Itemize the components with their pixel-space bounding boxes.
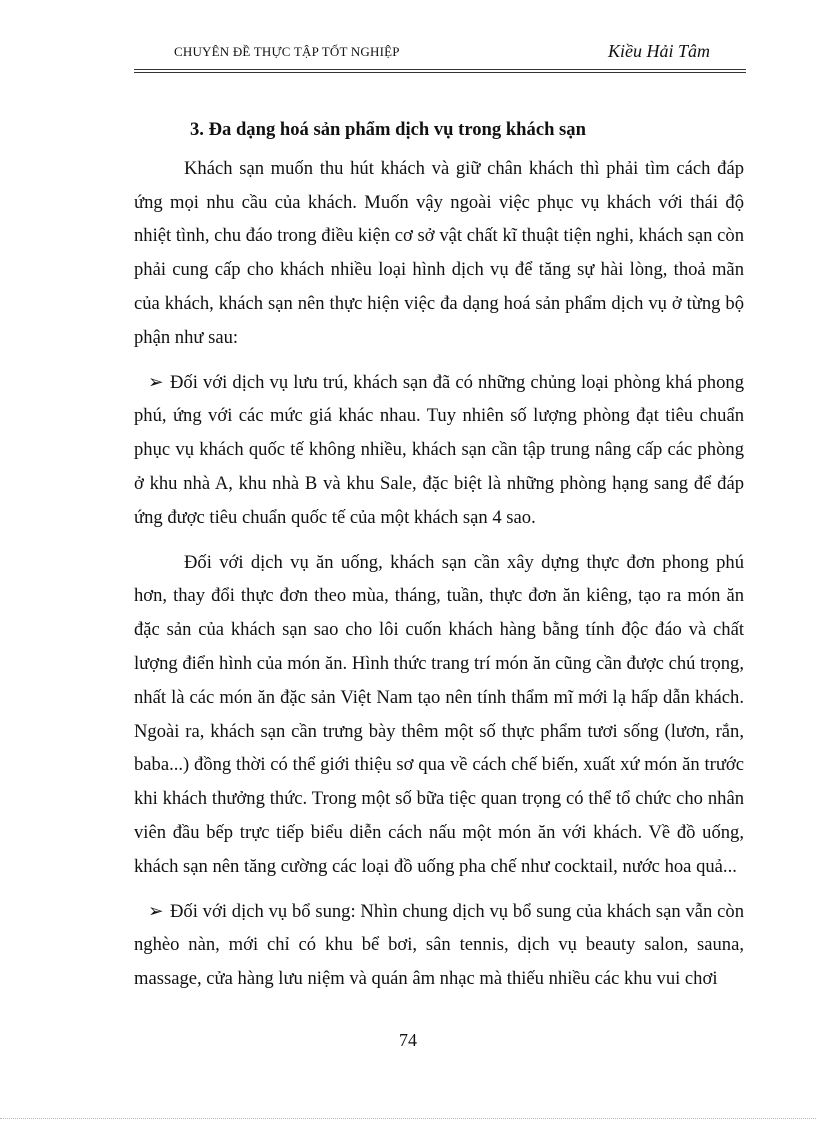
bullet-text: Đối với dịch vụ lưu trú, khách sạn đã có những chủng loại phòng khá phong phú, ứng với các mức giá khác nhau. Tuy nhiên số lượng phòng đạt tiêu chuẩn phục vụ khách quốc tế không nhiều, khách sạn cần tập trung nâng cấp các phòng ở khu nhà A, khu nhà B và khu Sale, đặc biệt là những phòng hạng sang để đáp ứng được tiêu chuẩn quốc tế của một khách sạn 4 sao. xyxy=(134,371,744,528)
page-bottom-border xyxy=(0,1118,816,1119)
page-number: 74 xyxy=(399,1030,417,1050)
spacer xyxy=(134,355,744,366)
header-rule-bottom xyxy=(134,72,746,73)
section-heading: 3. Đa dạng hoá sản phẩm dịch vụ trong khách sạn xyxy=(190,119,586,140)
paragraph-food-beverage: Đối với dịch vụ ăn uống, khách sạn cần xây dựng thực đơn phong phú hơn, thay đổi thực đơn theo mùa, tháng, tuần, thực đơn ăn kiêng, tạo ra món ăn đặc sản của khách sạn sao cho lôi cuốn khách hàng bằng tính độc đáo và chất lượng điển hình của món ăn. Hình thức trang trí món ăn cũng cần được chú trọng, nhất là các món ăn đặc sản Việt Nam tạo nên tính thẩm mĩ mới lạ hấp dẫn khách. Ngoài ra, khách sạn cần trưng bày thêm một số thực phẩm tươi sống (lươn, rắn, baba...) đồng thời có thể giới thiệu sơ qua về cách chế biến, xuất xứ món ăn trước khi khách thưởng thức. Trong một số bữa tiệc quan trọng có thể tổ chức cho nhân viên đầu bếp trực tiếp biểu diễn cách nấu một món ăn với khách. Về đồ uống, khách sạn nên tăng cường các loại đồ uống pha chế như cocktail, nước hoa quả... xyxy=(134,551,744,877)
header-rule-top xyxy=(134,69,746,70)
bullet-paragraph-accommodation xyxy=(134,366,744,535)
bullet-paragraph-additional-services xyxy=(134,895,744,996)
paragraph-intro: Khách sạn muốn thu hút khách và giữ chân khách thì phải tìm cách đáp ứng mọi nhu cầu của khách. Muốn vậy ngoài việc phục vụ khách với thái độ nhiệt tình, chu đáo trong điều kiện cơ sở vật chất kĩ thuật tiện nghi, khách sạn còn phải cung cấp cho khách nhiều loại hình dịch vụ để tăng sự hài lòng, thoả mãn của khách, khách sạn nên thực hiện việc đa dạng hoá sản phẩm dịch vụ ở từng bộ phận như sau: xyxy=(134,157,744,348)
page-body xyxy=(134,113,744,996)
header-author: Kiều Hải Tâm xyxy=(607,41,710,61)
bullet-text: Đối với dịch vụ bổ sung: Nhìn chung dịch vụ bổ sung của khách sạn vẫn còn nghèo nàn, mới chỉ có khu bể bơi, sân tennis, dịch vụ beauty salon, sauna, massage, cửa hàng lưu niệm và quán âm nhạc mà thiếu nhiều các khu vui chơi xyxy=(134,900,744,990)
bullet-arrow-icon: ➢ xyxy=(148,371,164,393)
header-title: CHUYÊN ĐỀ THỰC TẬP TỐT NGHIỆP xyxy=(174,44,400,59)
page-header xyxy=(134,40,746,68)
bullet-arrow-icon: ➢ xyxy=(148,900,164,922)
spacer xyxy=(134,884,744,895)
spacer xyxy=(134,535,744,546)
